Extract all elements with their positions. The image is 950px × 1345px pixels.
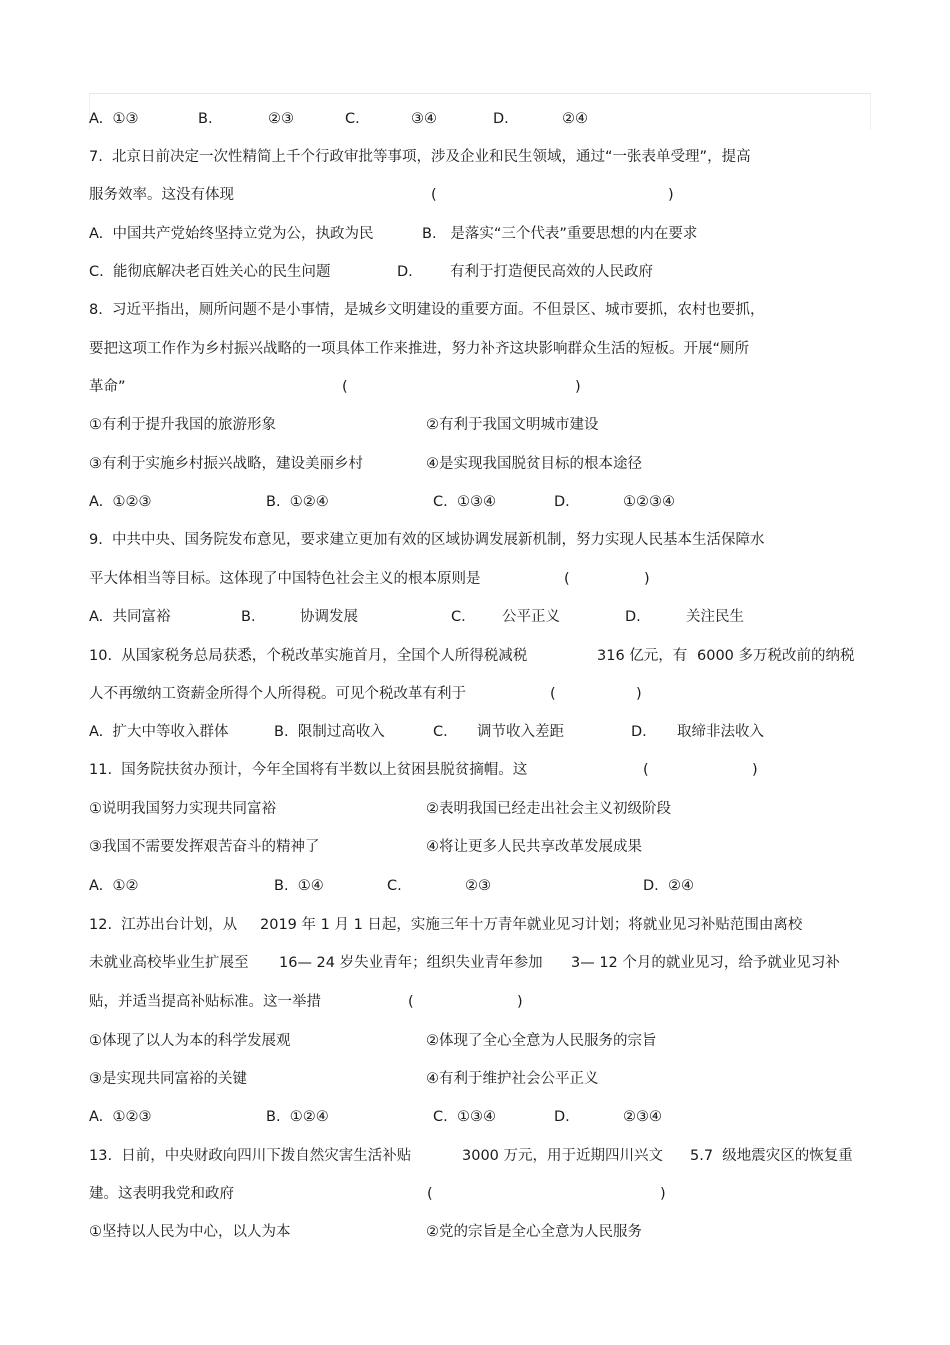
top-option-b-label: B.	[198, 111, 213, 127]
q11-option-b: B. ①④	[274, 878, 324, 894]
q11-statement-1: ①说明我国努力实现共同富裕	[89, 801, 276, 817]
q7-option-c: C. 能彻底解决老百姓关心的民生问题	[89, 264, 331, 280]
q12-stem-line2-part3: 3— 12 个月的就业见习，给予就业见习补	[571, 955, 840, 971]
q11-option-c-label: C.	[387, 878, 402, 894]
q12-option-d-label: D.	[554, 1109, 570, 1125]
q10-paren-open: (	[550, 686, 556, 702]
q12-stem-line3: 贴，并适当提高补贴标准。这一举措	[89, 994, 321, 1010]
q11-option-d: D. ②④	[643, 878, 694, 894]
q11-statement-3: ③我国不需要发挥艰苦奋斗的精神了	[89, 839, 320, 855]
q10-stem-line2: 人不再缴纳工资薪金所得个人所得税。可见个税改革有利于	[89, 686, 466, 702]
q12-paren-close: )	[517, 994, 523, 1010]
top-option-b-value: ②③	[268, 111, 294, 127]
q13-stem-line1-part2: 3000 万元，用于近期四川兴文	[462, 1148, 664, 1164]
q7-stem-line2: 服务效率。这没有体现	[89, 187, 234, 203]
q13-statement-2: ②党的宗旨是全心全意为人民服务	[426, 1224, 642, 1240]
q12-statement-3: ③是实现共同富裕的关键	[89, 1071, 247, 1087]
q10-paren-close: )	[636, 686, 642, 702]
q9-option-b-value: 协调发展	[300, 609, 358, 625]
q10-option-c-label: C.	[433, 724, 448, 740]
q11-option-c-value: ②③	[465, 878, 491, 894]
q8-statement-2: ②有利于我国文明城市建设	[426, 417, 599, 433]
q11-statement-4: ④将让更多人民共享改革发展成果	[426, 839, 642, 855]
q8-option-d-label: D.	[554, 494, 570, 510]
q12-stem-line2-part1: 未就业高校毕业生扩展至	[89, 955, 249, 971]
q12-stem-line2-part2: 16— 24 岁失业青年；组织失业青年参加	[279, 955, 543, 971]
q8-option-a: A. ①②③	[89, 494, 152, 510]
q12-statement-4: ④有利于维护社会公平正义	[426, 1071, 599, 1087]
q10-option-b: B. 限制过高收入	[274, 724, 385, 740]
q9-paren-close: )	[644, 571, 650, 587]
q10-stem-line1-part2: 316 亿元，有	[597, 648, 688, 664]
q8-statement-3: ③有利于实施乡村振兴战略，建设美丽乡村	[89, 456, 363, 472]
q11-option-a: A. ①②	[89, 878, 139, 894]
q7-option-b: B. 是落实“三个代表”重要思想的内在要求	[422, 226, 698, 242]
q13-stem-line1-part3: 5.7 级地震灾区的恢复重	[690, 1148, 853, 1164]
q12-option-a: A. ①②③	[89, 1109, 152, 1125]
q9-option-c-label: C.	[451, 609, 466, 625]
q8-stem-line3: 革命”	[89, 379, 126, 395]
q13-stem-line2: 建。这表明我党和政府	[89, 1186, 234, 1202]
q8-paren-open: (	[342, 379, 348, 395]
q9-option-d-value: 关注民生	[686, 609, 744, 625]
q12-paren-open: (	[408, 994, 414, 1010]
q12-stem-line1-part2: 2019 年 1 月 1 日起，实施三年十万青年就业见习计划；将就业见习补贴范围由离校	[260, 917, 803, 933]
q8-stem-line2: 要把这项工作作为乡村振兴战略的一项具体工作来推进，努力补齐这块影响群众生活的短板。开展“厕所	[89, 341, 750, 357]
q7-paren-close: )	[668, 187, 674, 203]
q8-option-d-value: ①②③④	[623, 494, 675, 510]
q9-option-a: A. 共同富裕	[89, 609, 171, 625]
q11-paren-open: (	[643, 762, 649, 778]
q13-statement-1: ①坚持以人民为中心，以人为本	[89, 1224, 291, 1240]
q9-option-c-value: 公平正义	[502, 609, 560, 625]
q12-option-d-value: ②③④	[623, 1109, 662, 1125]
q13-stem-line1-part1: 13. 日前，中央财政向四川下拨自然灾害生活补贴	[89, 1148, 412, 1164]
q12-stem-line1-part1: 12. 江苏出台计划，从	[89, 917, 238, 933]
q10-option-d-value: 取缔非法收入	[677, 724, 764, 740]
q10-option-d-label: D.	[631, 724, 647, 740]
q7-option-d-value: 有利于打造便民高效的人民政府	[450, 264, 653, 280]
q12-statement-2: ②体现了全心全意为人民服务的宗旨	[426, 1033, 657, 1049]
q8-statement-4: ④是实现我国脱贫目标的根本途径	[426, 456, 642, 472]
q9-paren-open: (	[564, 571, 570, 587]
top-option-d-value: ②④	[562, 111, 588, 127]
top-option-d-label: D.	[493, 111, 509, 127]
top-option-c-value: ③④	[411, 111, 437, 127]
q8-option-c: C. ①③④	[433, 494, 496, 510]
q11-paren-close: )	[752, 762, 758, 778]
q10-stem-line1-part3: 6000 多万税改前的纳税	[697, 648, 855, 664]
q8-stem-line1: 8. 习近平指出，厕所问题不是小事情，是城乡文明建设的重要方面。不但景区、城市要抓，农村也要抓，	[89, 302, 765, 318]
q13-paren-close: )	[660, 1186, 666, 1202]
q9-stem-line2: 平大体相当等目标。这体现了中国特色社会主义的根本原则是	[89, 571, 481, 587]
top-option-a: A. ①③	[89, 111, 139, 127]
top-option-c-label: C.	[345, 111, 360, 127]
q10-option-c-value: 调节收入差距	[477, 724, 564, 740]
q13-paren-open: (	[427, 1186, 433, 1202]
q9-option-b-label: B.	[241, 609, 256, 625]
q12-option-c: C. ①③④	[433, 1109, 496, 1125]
q10-stem-line1-part1: 10. 从国家税务总局获悉，个税改革实施首月，全国个人所得税减税	[89, 648, 528, 664]
q8-paren-close: )	[575, 379, 581, 395]
q12-statement-1: ①体现了以人为本的科学发展观	[89, 1033, 291, 1049]
q7-stem-line1: 7. 北京日前决定一次性精简上千个行政审批等事项，涉及企业和民生领域，通过“一张表单受理”，提高	[89, 149, 751, 165]
q9-stem-line1: 9. 中共中央、国务院发布意见，要求建立更加有效的区域协调发展新机制，努力实现人民基本生活保障水	[89, 532, 765, 548]
q8-option-b: B. ①②④	[266, 494, 329, 510]
q7-option-d-label: D.	[397, 264, 413, 280]
q7-paren-open: (	[431, 187, 437, 203]
q9-option-d-label: D.	[625, 609, 641, 625]
q10-option-a: A. 扩大中等收入群体	[89, 724, 229, 740]
q8-statement-1: ①有利于提升我国的旅游形象	[89, 417, 276, 433]
q12-option-b: B. ①②④	[266, 1109, 329, 1125]
q11-statement-2: ②表明我国已经走出社会主义初级阶段	[426, 801, 671, 817]
q11-stem-line1: 11. 国务院扶贫办预计，今年全国将有半数以上贫困县脱贫摘帽。这	[89, 762, 528, 778]
q7-option-a: A. 中国共产党始终坚持立党为公，执政为民	[89, 226, 374, 242]
